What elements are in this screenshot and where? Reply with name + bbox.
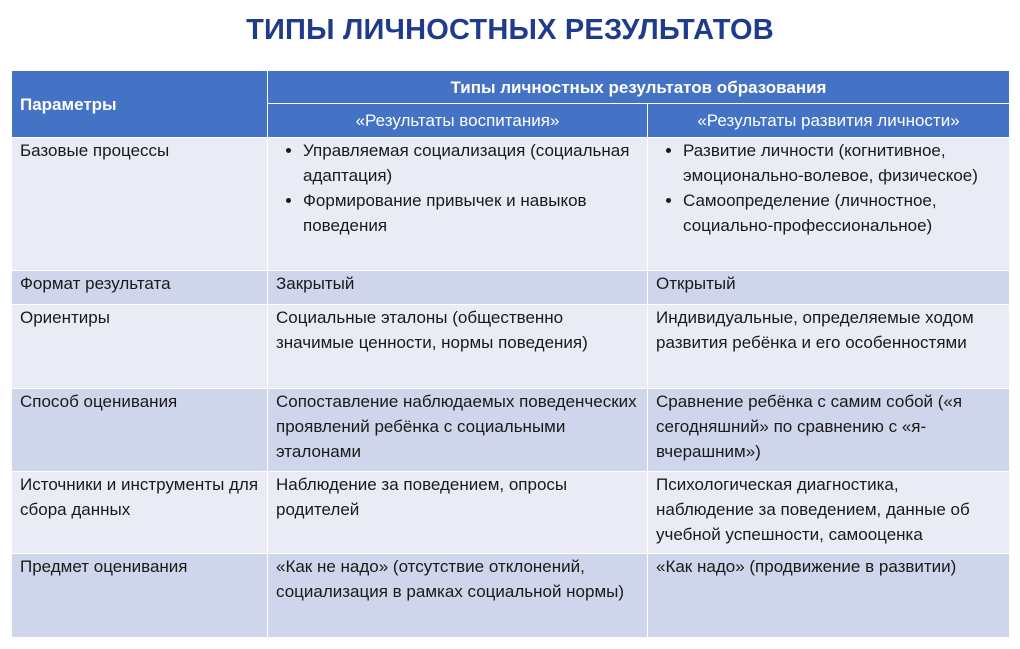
param-cell: Предмет оценивания	[12, 554, 268, 638]
param-cell: Формат результата	[12, 271, 268, 305]
col1-cell: Закрытый	[268, 271, 648, 305]
group-header: Типы личностных результатов образования	[268, 71, 1010, 104]
table-row	[12, 138, 1010, 271]
list-item: • Развитие личности (когнитивное, эмоционально-волевое, физическое)	[683, 138, 1001, 188]
comparison-table	[11, 70, 1010, 638]
param-cell: Способ оценивания	[12, 389, 268, 472]
col1-cell: Социальные эталоны (общественно значимые ценности, нормы поведения)	[268, 305, 648, 389]
col2-cell: Психологическая диагностика, наблюдение за поведением, данные об учебной успешности, самооценка	[648, 472, 1010, 554]
page-title: ТИПЫ ЛИЧНОСТНЫХ РЕЗУЛЬТАТОВ	[246, 14, 774, 46]
header-row-1	[12, 71, 1010, 104]
col2-cell: Открытый	[648, 271, 1010, 305]
list-item: • Управляемая социализация (социальная адаптация)	[303, 138, 639, 188]
table-row	[12, 472, 1010, 554]
param-cell: Базовые процессы	[12, 138, 268, 271]
col1-cell: Наблюдение за поведением, опросы родителей	[268, 472, 648, 554]
table-row	[12, 554, 1010, 638]
table-row	[12, 389, 1010, 472]
col2-cell	[648, 138, 1010, 271]
col2-cell: «Как надо» (продвижение в развитии)	[648, 554, 1010, 638]
table-row	[12, 271, 1010, 305]
col1-cell: «Как не надо» (отсутствие отклонений, социализация в рамках социальной нормы)	[268, 554, 648, 638]
table-row	[12, 305, 1010, 389]
params-header: Параметры	[12, 71, 268, 138]
list-item: • Самоопределение (личностное, социально-профессиональное)	[683, 188, 1001, 238]
col1-cell	[268, 138, 648, 271]
col2-cell: Сравнение ребёнка с самим собой («я сегодняшний» по сравнению с «я-вчерашним»)	[648, 389, 1010, 472]
param-cell: Ориентиры	[12, 305, 268, 389]
col1-header: «Результаты воспитания»	[268, 104, 648, 138]
list-item: • Формирование привычек и навыков поведения	[303, 188, 639, 238]
col2-list	[656, 138, 1001, 238]
col1-cell: Сопоставление наблюдаемых поведенческих проявлений ребёнка с социальными эталонами	[268, 389, 648, 472]
param-cell: Источники и инструменты для сбора данных	[12, 472, 268, 554]
col2-header: «Результаты развития личности»	[648, 104, 1010, 138]
col2-cell: Индивидуальные, определяемые ходом развития ребёнка и его особенностями	[648, 305, 1010, 389]
col1-list	[276, 138, 639, 238]
